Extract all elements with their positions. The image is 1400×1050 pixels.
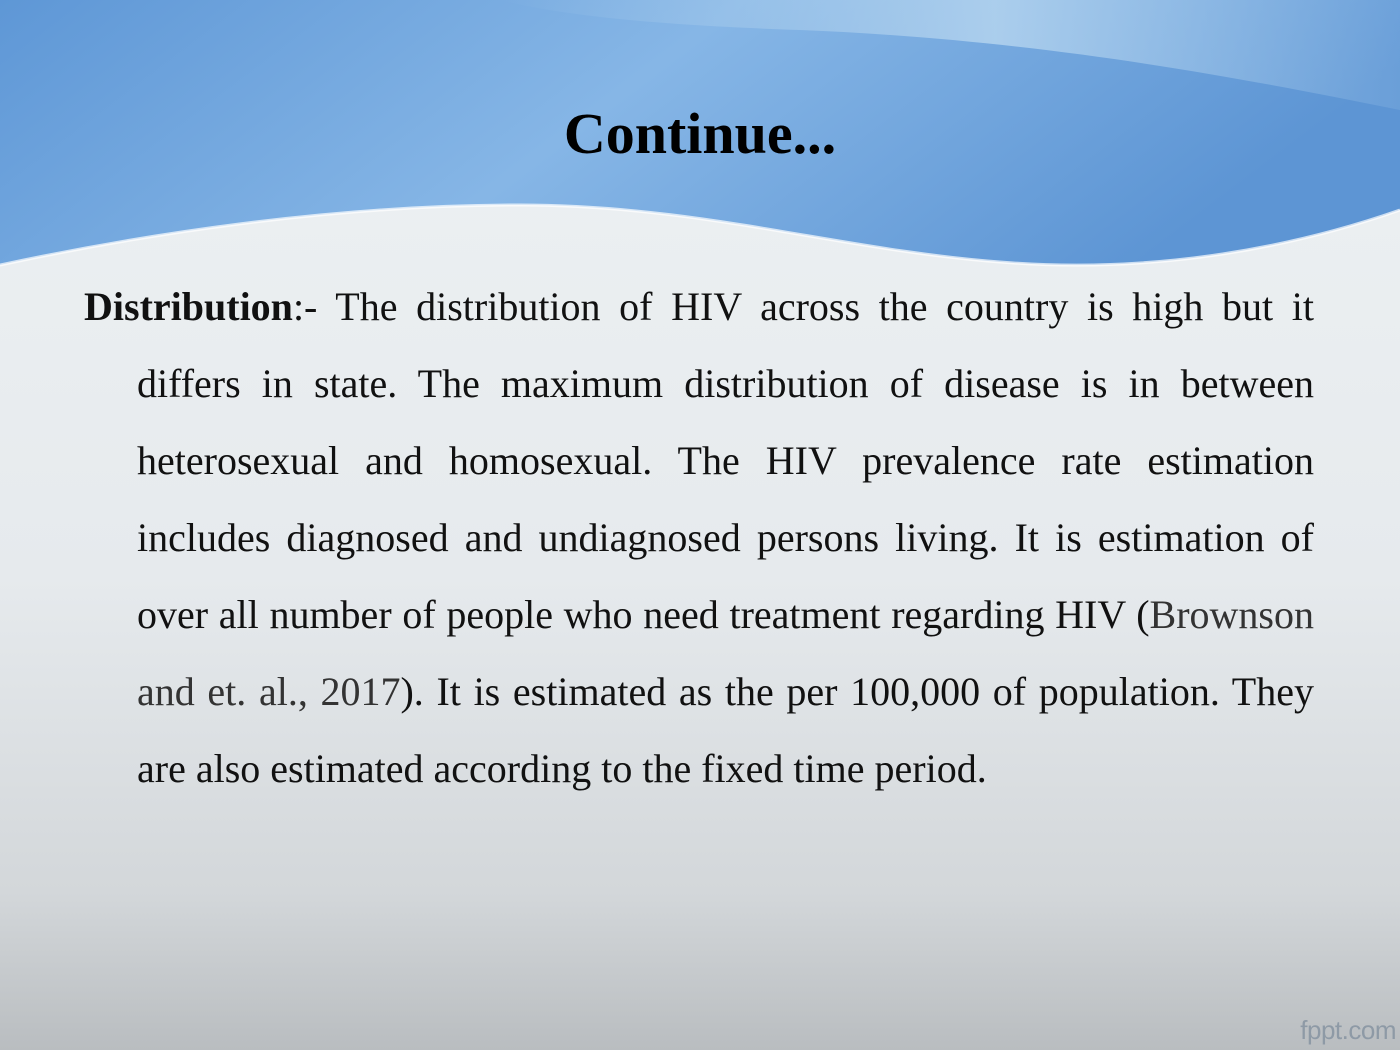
term-separator: :- — [292, 284, 336, 329]
citation-link: Brownson and et. al., 2017 — [137, 592, 1314, 714]
paragraph-text-main: The distribution of HIV across the country is high but it differs in state. The maximum distribution of disease is in between heterosexual and homosexual. The HIV prevalence rate estimation includes diagnosed and undiagnosed persons living. It is estimation of over all number of people who need treatment regarding HIV ( — [137, 284, 1314, 637]
content-paragraph — [84, 268, 1314, 807]
footer-brand-logo: fppt.com — [1300, 1015, 1396, 1045]
slide-title: Continue... — [563, 101, 837, 166]
paragraph-text-end: ). It is estimated as the per 100,000 of population. They are also estimated according to the fixed time period. — [137, 669, 1314, 791]
distribution-term: Distribution — [84, 284, 293, 329]
